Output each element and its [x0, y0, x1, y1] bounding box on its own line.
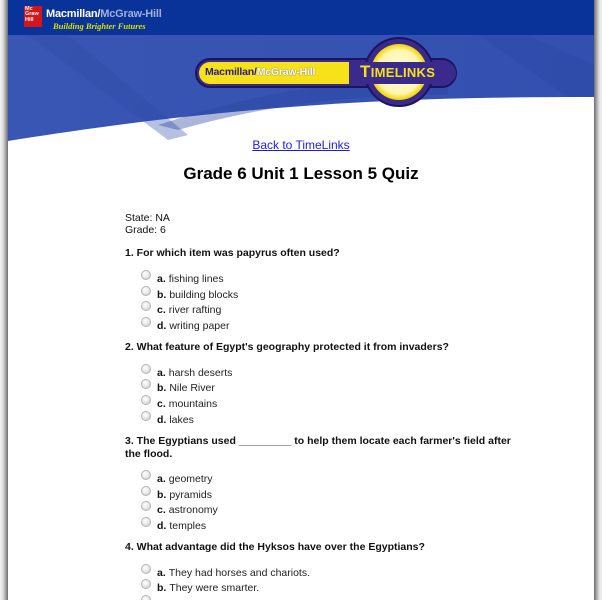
option-text: harsh deserts [168, 367, 233, 379]
banner-background [8, 35, 594, 145]
logo-publisher-1: Macmillan/ [205, 66, 257, 78]
brand-tagline: Building Brighter Futures [53, 21, 146, 31]
option-text: building blocks [169, 289, 239, 301]
option-letter: b. [157, 289, 167, 301]
option-letter: b. [157, 489, 167, 501]
brand-name [46, 8, 162, 20]
radio-button[interactable] [141, 564, 151, 574]
back-link-row [8, 138, 594, 152]
radio-button[interactable] [141, 486, 151, 496]
option-letter: a. [157, 367, 166, 379]
radio-button[interactable] [141, 411, 151, 421]
radio-button[interactable] [141, 364, 151, 374]
option-text: They had horses and chariots. [168, 567, 311, 579]
brand-primary: Macmillan/ [46, 8, 101, 20]
brand-secondary: McGraw-Hill [100, 8, 162, 20]
question-3: 3. The Egyptians used _________ to help them locate each farmer's field after the flood. [125, 435, 511, 460]
option-text: mountains [168, 398, 218, 410]
option-text: temples [169, 520, 207, 532]
radio-button[interactable] [141, 270, 151, 280]
q3-option-a[interactable] [141, 472, 213, 486]
option-text: astronomy [168, 504, 218, 516]
option-text: river rafting [168, 304, 222, 316]
option-letter: d. [157, 320, 167, 332]
question-2: 2. What feature of Egypt's geography protected it from invaders? [125, 341, 449, 353]
q2-option-a[interactable] [141, 366, 232, 380]
window-edge-left [0, 0, 8, 600]
q2-option-b[interactable] [141, 381, 215, 395]
q1-option-d[interactable] [141, 319, 229, 333]
q3-option-b[interactable] [141, 488, 212, 502]
question-4: 4. What advantage did the Hyksos have over the Egyptians? [125, 541, 425, 553]
q2-option-d[interactable] [141, 413, 194, 427]
option-letter: c. [157, 398, 166, 410]
logo-line: Hill [25, 16, 34, 23]
radio-button[interactable] [141, 286, 151, 296]
q1-option-b[interactable] [141, 288, 238, 302]
option-text: geometry [168, 473, 213, 485]
option-text: They were smarter. [169, 582, 260, 594]
q2-option-c[interactable] [141, 397, 217, 411]
radio-button[interactable] [141, 595, 151, 600]
option-letter: a. [157, 273, 166, 285]
radio-button[interactable] [141, 301, 151, 311]
grade-label: Grade: 6 [125, 224, 166, 236]
option-letter: c. [157, 504, 166, 516]
radio-button[interactable] [141, 395, 151, 405]
option-text: writing paper [169, 320, 230, 332]
radio-button[interactable] [141, 379, 151, 389]
option-text: Nile River [169, 382, 215, 394]
q3-option-c[interactable] [141, 503, 218, 517]
q4-option-b[interactable] [141, 581, 259, 595]
quiz-meta [125, 212, 170, 236]
radio-button[interactable] [141, 501, 151, 511]
logo-line: Mc [25, 6, 33, 12]
top-bar [8, 0, 594, 35]
q4-option-a[interactable] [141, 566, 310, 580]
option-text: pyramids [169, 489, 212, 501]
option-letter: d. [157, 414, 167, 426]
page-title: Grade 6 Unit 1 Lesson 5 Quiz [183, 164, 419, 183]
back-to-timelinks-link[interactable]: Back to TimeLinks [252, 138, 350, 152]
option-letter: d. [157, 520, 167, 532]
q1-option-c[interactable] [141, 303, 221, 317]
logo-product-cap: T [360, 62, 371, 81]
logo-line: Graw [25, 11, 39, 18]
option-letter: b. [157, 382, 167, 394]
radio-button[interactable] [141, 317, 151, 327]
window-edge-right [594, 0, 602, 600]
option-text: fishing lines [168, 273, 224, 285]
question-1: 1. For which item was papyrus often used? [125, 247, 340, 259]
option-letter: a. [157, 473, 166, 485]
state-label: State: NA [125, 212, 170, 224]
option-letter: c. [157, 304, 166, 316]
radio-button[interactable] [141, 517, 151, 527]
radio-button[interactable] [141, 470, 151, 480]
logo-product-name [360, 62, 435, 82]
option-letter: a. [157, 567, 166, 579]
option-text: lakes [169, 414, 194, 426]
logo-publisher [205, 66, 315, 78]
logo-publisher-2: McGraw-Hill [256, 66, 316, 78]
option-letter: b. [157, 582, 167, 594]
q3-option-d[interactable] [141, 519, 206, 533]
q1-option-a[interactable] [141, 272, 224, 286]
mcgraw-hill-logo [24, 6, 42, 27]
radio-button[interactable] [141, 579, 151, 589]
logo-product-rest: IMELINKS [370, 65, 436, 80]
page [8, 0, 594, 600]
